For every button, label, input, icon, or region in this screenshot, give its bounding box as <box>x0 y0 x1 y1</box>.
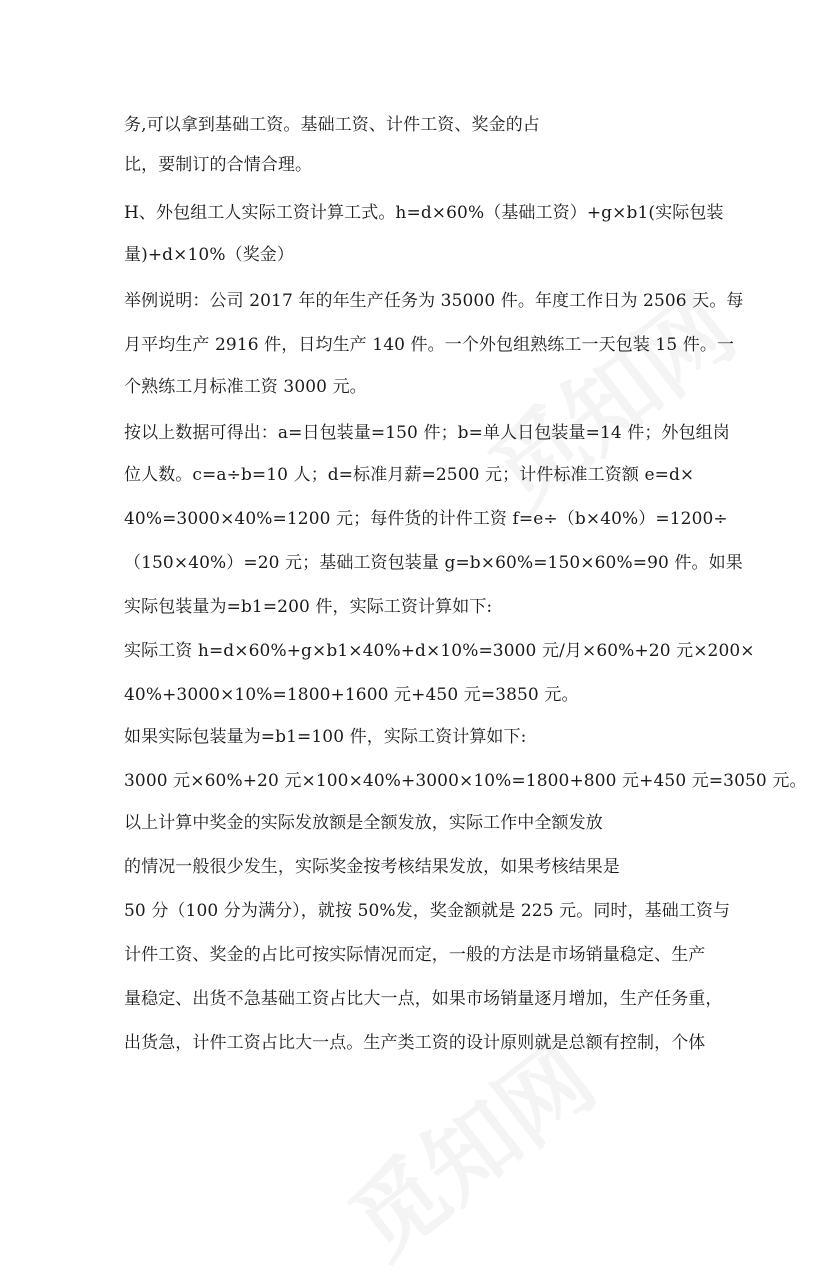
text-line: 40%+3000×10%=1800+1600 元+450 元=3850 元。 <box>124 685 579 705</box>
text-line: H、外包组工人实际工资计算工式。h=d×60%（基础工资）+g×b1(实际包装 <box>124 203 724 223</box>
text-line: 的情况一般很少发生，实际奖金按考核结果发放，如果考核结果是 <box>124 857 620 877</box>
text-line: （150×40%）=20 元；基础工资包装量 g=b×60%=150×60%=90 件。如果 <box>124 553 743 573</box>
text-line: 50 分（100 分为满分），就按 50%发，奖金额就是 225 元。同时，基础工资与 <box>124 901 731 921</box>
text-line: 按以上数据可得出：a=日包装量=150 件；b=单人日包装量=14 件；外包组岗 <box>124 423 730 443</box>
text-line: 出货急，计件工资占比大一点。生产类工资的设计原则就是总额有控制，个体 <box>124 1033 706 1053</box>
text-line: 个熟练工月标准工资 3000 元。 <box>124 377 367 397</box>
text-line: 举例说明：公司 2017 年的年生产任务为 35000 件。年度工作日为 2506 天。每 <box>124 291 744 311</box>
text-line: 40%=3000×40%=1200 元；每件货的计件工资 f=e÷（b×40%）=1200÷ <box>124 509 728 529</box>
text-line: 实际包装量为=b1=200 件，实际工资计算如下: <box>124 597 493 617</box>
text-line: 比，要制订的合情合理。 <box>124 155 313 175</box>
text-line: 如果实际包装量为=b1=100 件，实际工资计算如下: <box>124 727 527 747</box>
text-line: 务,可以拿到基础工资。基础工资、计件工资、奖金的占 <box>124 115 540 135</box>
text-line: 位人数。c=a÷b=10 人；d=标准月薪=2500 元；计件标准工资额 e=d× <box>124 465 695 485</box>
text-line: 量稳定、出货不急基础工资占比大一点，如果市场销量逐月增加，生产任务重， <box>124 989 723 1009</box>
text-line: 3000 元×60%+20 元×100×40%+3000×10%=1800+800 元+450 元=3050 元。 <box>124 771 807 791</box>
text-line: 实际工资 h=d×60%+g×b1×40%+d×10%=3000 元/月×60%+20 元×200× <box>124 641 755 661</box>
text-line: 以上计算中奖金的实际发放额是全额发放，实际工作中全额发放 <box>124 813 603 833</box>
text-line: 计件工资、奖金的占比可按实际情况而定，一般的方法是市场销量稳定、生产 <box>124 945 706 965</box>
text-line: 月平均生产 2916 件，日均生产 140 件。一个外包组熟练工一天包装 15 件。一 <box>124 335 735 355</box>
text-line: 量)+d×10%（奖金） <box>124 245 294 265</box>
